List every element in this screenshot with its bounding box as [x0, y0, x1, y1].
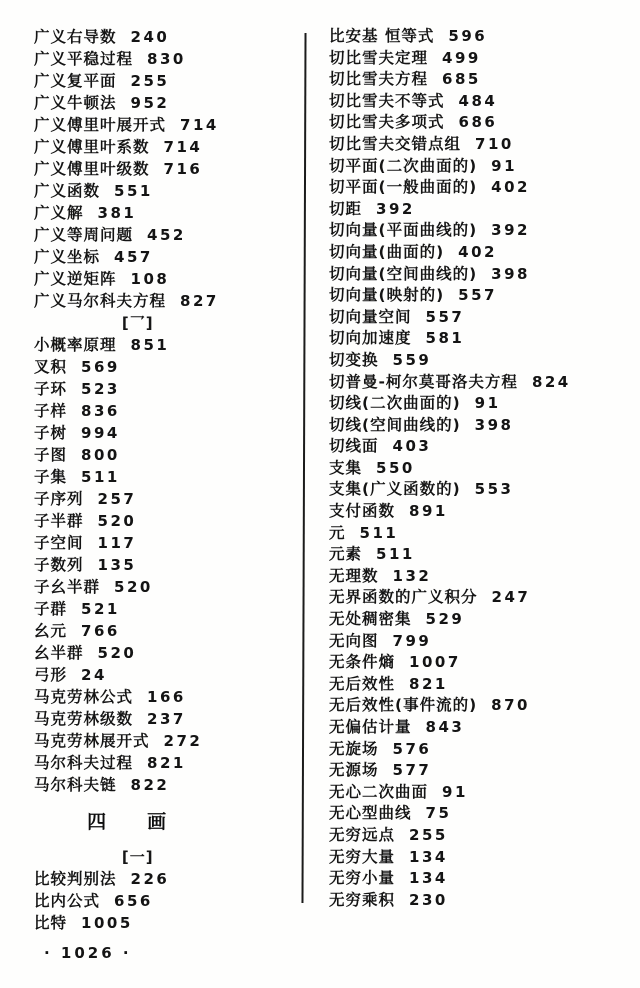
index-entry	[329, 134, 635, 156]
entry-page-number: 135	[97, 556, 137, 574]
index-entry	[34, 642, 300, 664]
index-entry	[329, 328, 635, 350]
entry-page-number: 247	[491, 588, 531, 607]
entry-term: 支集(广义函数的)	[329, 480, 461, 499]
entry-page-number: 91	[491, 156, 518, 175]
index-entry	[329, 566, 635, 588]
entry-term: 广义牛顿法	[34, 94, 117, 112]
entry-page-number: 824	[531, 372, 571, 391]
index-entry	[34, 708, 300, 730]
entry-term: 广义傅里叶展开式	[34, 116, 167, 134]
entry-term: 切向量(平面曲线的)	[329, 221, 478, 240]
entry-page-number: 511	[81, 468, 120, 486]
index-entry	[34, 576, 300, 598]
index-entry	[329, 652, 635, 674]
entry-page-number: 117	[97, 534, 137, 552]
entry-page-number: 511	[359, 523, 399, 542]
index-entry	[329, 48, 635, 70]
index-entry	[34, 202, 300, 224]
entry-page-number: 452	[147, 226, 186, 244]
stroke-count-section-heading: 四 画	[87, 811, 168, 833]
entry-term: 切比雪夫定理	[329, 48, 429, 67]
entry-term: 马克劳林展开式	[34, 732, 150, 750]
entry-page-number: 952	[130, 94, 170, 112]
entry-page-number: 523	[81, 380, 120, 398]
entry-term: 子幺半群	[34, 578, 101, 596]
entry-term: 广义复平面	[34, 72, 117, 90]
index-entry	[329, 350, 635, 372]
entry-term: 马克劳林级数	[34, 710, 134, 728]
entry-page-number: 559	[392, 350, 432, 369]
entry-term: 切线(空间曲线的)	[329, 415, 461, 434]
entry-term: 支集	[329, 458, 363, 477]
index-entry	[329, 868, 635, 890]
index-entry	[329, 372, 635, 394]
index-entry	[34, 48, 300, 70]
entry-term: 切平面(二次曲面的)	[329, 156, 478, 175]
index-entry	[329, 631, 635, 653]
entry-term: 无后效性(事件流的)	[329, 696, 478, 715]
entry-page-number: 557	[458, 286, 497, 305]
entry-page-number: 255	[130, 72, 170, 90]
entry-term: 子群	[34, 600, 68, 618]
index-entry	[329, 112, 635, 134]
index-entry	[34, 334, 300, 356]
entry-page-number: 91	[474, 394, 501, 413]
index-entry	[329, 458, 635, 480]
entry-page-number: 714	[163, 138, 203, 156]
entry-term: 无后效性	[329, 674, 396, 693]
index-entry	[329, 523, 635, 545]
index-entry	[34, 26, 300, 48]
entry-page-number: 457	[114, 248, 153, 266]
index-entry	[329, 674, 635, 696]
entry-page-number: 398	[491, 264, 530, 283]
index-entry	[329, 695, 635, 717]
entry-term: 无源场	[329, 761, 379, 780]
entry-term: 广义右导数	[34, 28, 117, 46]
entry-page-number: 800	[81, 446, 120, 464]
index-entry	[329, 803, 635, 825]
index-entry	[329, 242, 635, 264]
entry-page-number: 237	[147, 710, 186, 728]
entry-term: 小概率原理	[34, 336, 117, 354]
index-entry	[34, 890, 300, 912]
entry-page-number: 398	[474, 415, 514, 434]
entry-page-number: 891	[409, 502, 448, 521]
entry-term: 无心二次曲面	[329, 782, 429, 801]
index-entry	[34, 70, 300, 92]
index-entry	[34, 246, 300, 268]
entry-term: 弓形	[34, 666, 68, 684]
index-entry	[329, 587, 635, 609]
entry-page-number: 799	[392, 631, 432, 650]
index-entry	[329, 91, 635, 113]
index-entry	[34, 510, 300, 532]
entry-term: 无心型曲线	[329, 804, 412, 823]
entry-page-number: 240	[130, 28, 170, 46]
entry-term: 元	[329, 523, 346, 542]
index-entry	[329, 760, 635, 782]
entry-term: 无条件熵	[329, 653, 396, 672]
entry-page-number: 710	[475, 134, 514, 153]
index-entry	[34, 532, 300, 554]
entry-term: 比较判别法	[34, 870, 117, 888]
entry-page-number: 272	[163, 732, 203, 750]
index-entry	[34, 180, 300, 202]
entry-term: 切比雪夫多项式	[329, 113, 445, 132]
index-entry	[34, 378, 300, 400]
entry-term: 切向量(曲面的)	[329, 242, 445, 261]
entry-page-number: 550	[376, 458, 415, 477]
index-entry	[34, 114, 300, 136]
entry-page-number: 226	[130, 870, 170, 888]
entry-page-number: 830	[147, 50, 186, 68]
entry-page-number: 686	[458, 113, 498, 132]
entry-term: 切变换	[329, 350, 379, 369]
entry-page-number: 257	[97, 490, 137, 508]
entry-page-number: 716	[163, 160, 203, 178]
entry-term: 无向图	[329, 631, 379, 650]
entry-term: 无偏估计量	[329, 718, 412, 736]
index-entry	[329, 156, 635, 178]
entry-term: 切平面(一般曲面的)	[329, 178, 478, 197]
entry-page-number: 822	[130, 776, 170, 794]
entry-page-number: 1007	[409, 653, 461, 672]
entry-term: 切普曼-柯尔莫哥洛夫方程	[329, 372, 518, 391]
entry-term: 切比雪夫交错点组	[329, 134, 462, 153]
entry-term: 子树	[34, 424, 68, 442]
index-entry	[34, 92, 300, 114]
entry-term: 无穷小量	[329, 869, 396, 888]
entry-page-number: 24	[81, 666, 107, 684]
index-entry	[34, 290, 300, 312]
index-entry	[329, 177, 635, 199]
entry-term: 马尔科夫链	[34, 776, 117, 794]
index-entry	[34, 136, 300, 158]
index-entry	[34, 686, 300, 708]
entry-term: 广义逆矩阵	[34, 270, 117, 288]
entry-page-number: 403	[392, 437, 432, 456]
entry-term: 比内公式	[34, 892, 101, 910]
entry-term: 切线(二次曲面的)	[329, 394, 461, 413]
index-entry	[329, 436, 635, 458]
entry-term: 切向量空间	[329, 307, 412, 326]
index-entry	[34, 422, 300, 444]
entry-term: 切比雪夫方程	[329, 70, 429, 89]
entry-page-number: 557	[425, 307, 465, 326]
entry-term: 无穷大量	[329, 847, 396, 866]
entry-term: 切向量(映射的)	[329, 286, 445, 305]
entry-page-number: 821	[147, 754, 186, 772]
index-entry	[329, 393, 635, 415]
entry-page-number: 520	[114, 578, 153, 596]
entry-term: 无理数	[329, 566, 379, 585]
left-column	[34, 26, 300, 934]
entry-term: 广义函数	[34, 182, 101, 200]
entry-term: 马克劳林公式	[34, 688, 134, 706]
index-entry	[329, 609, 635, 631]
entry-term: 元素	[329, 545, 363, 564]
index-entry	[329, 479, 635, 501]
entry-page-number: 581	[425, 329, 465, 348]
entry-page-number: 553	[474, 480, 514, 499]
index-entry	[329, 501, 635, 523]
entry-page-number: 569	[81, 358, 120, 376]
index-entry	[329, 825, 635, 847]
entry-page-number: 91	[442, 782, 468, 801]
entry-term: 广义等周问题	[34, 226, 134, 244]
index-entry	[329, 69, 635, 91]
entry-term: 无旋场	[329, 739, 379, 758]
entry-page-number: 255	[409, 825, 448, 844]
entry-term: 叉积	[34, 358, 68, 376]
index-entry	[329, 26, 635, 48]
entry-page-number: 827	[180, 292, 219, 310]
stroke-group-marker: [乛]	[121, 314, 154, 332]
index-entry	[329, 264, 635, 286]
entry-term: 切线面	[329, 437, 379, 456]
entry-page-number: 402	[458, 242, 497, 261]
index-entry	[329, 307, 635, 329]
index-entry	[329, 220, 635, 242]
entry-page-number: 134	[409, 869, 448, 888]
index-entry	[34, 730, 300, 752]
entry-page-number: 499	[442, 48, 481, 67]
index-entry	[34, 868, 300, 890]
entry-page-number: 521	[81, 600, 120, 618]
index-entry	[34, 466, 300, 488]
index-entry	[34, 356, 300, 378]
index-entry	[329, 415, 635, 437]
entry-page-number: 392	[491, 221, 530, 240]
entry-page-number: 381	[97, 204, 137, 222]
entry-term: 子集	[34, 468, 68, 486]
index-entry	[329, 199, 635, 221]
entry-term: 子数列	[34, 556, 84, 574]
index-entry	[329, 717, 635, 739]
entry-page-number: 1005	[81, 914, 133, 932]
entry-term: 子半群	[34, 512, 84, 530]
entry-term: 比安基 恒等式	[329, 27, 435, 45]
entry-page-number: 75	[425, 804, 452, 823]
entry-term: 幺元	[34, 622, 68, 640]
entry-term: 无界函数的广义积分	[329, 588, 478, 607]
index-entry	[34, 444, 300, 466]
entry-page-number: 392	[376, 199, 415, 218]
entry-page-number: 685	[442, 70, 481, 89]
entry-term: 广义傅里叶系数	[34, 138, 150, 156]
right-column	[329, 26, 635, 911]
index-entry	[34, 752, 300, 774]
index-entry	[34, 620, 300, 642]
index-entry	[34, 224, 300, 246]
index-entry	[329, 285, 635, 307]
entry-page-number: 134	[409, 847, 448, 866]
index-entry	[34, 554, 300, 576]
entry-page-number: 656	[114, 892, 153, 910]
index-entry	[329, 782, 635, 804]
entry-page-number: 843	[425, 718, 465, 736]
entry-page-number: 402	[491, 178, 530, 197]
entry-page-number: 108	[130, 270, 170, 288]
entry-page-number: 714	[180, 116, 219, 134]
entry-page-number: 851	[130, 336, 170, 354]
index-entry	[34, 158, 300, 180]
entry-term: 切向量(空间曲线的)	[329, 264, 478, 283]
entry-page-number: 511	[376, 545, 415, 564]
entry-term: 切距	[329, 199, 363, 218]
index-entry	[34, 268, 300, 290]
entry-page-number: 520	[97, 644, 137, 662]
entry-page-number: 836	[81, 402, 120, 420]
index-entry	[34, 912, 300, 934]
entry-page-number: 484	[458, 91, 498, 110]
entry-page-number: 520	[97, 512, 137, 530]
index-entry	[34, 664, 300, 686]
entry-term: 马尔科夫过程	[34, 754, 134, 772]
entry-term: 支付函数	[329, 502, 396, 521]
index-entry	[329, 847, 635, 869]
entry-term: 无穷远点	[329, 825, 396, 844]
index-entry	[34, 488, 300, 510]
entry-term: 无处稠密集	[329, 610, 412, 629]
entry-term: 切向加速度	[329, 329, 412, 348]
entry-term: 广义坐标	[34, 248, 101, 266]
entry-page-number: 132	[392, 566, 432, 585]
column-divider-rule	[301, 33, 306, 903]
page-number: · 1026 ·	[44, 944, 132, 962]
entry-page-number: 551	[114, 182, 153, 200]
index-entry	[329, 544, 635, 566]
entry-page-number: 577	[392, 761, 432, 780]
entry-term: 子环	[34, 380, 68, 398]
entry-term: 无穷乘积	[329, 890, 396, 909]
entry-page-number: 870	[491, 696, 530, 715]
entry-term: 广义平稳过程	[34, 50, 134, 68]
entry-term: 子序列	[34, 490, 84, 508]
entry-term: 广义傅里叶级数	[34, 160, 150, 178]
entry-term: 子图	[34, 446, 68, 464]
index-entry	[34, 400, 300, 422]
entry-term: 子空间	[34, 534, 84, 552]
entry-page-number: 166	[147, 688, 186, 706]
entry-term: 广义马尔科夫方程	[34, 292, 167, 310]
entry-page-number: 994	[81, 424, 120, 442]
index-entry	[329, 890, 635, 912]
entry-page-number: 766	[81, 622, 120, 640]
entry-page-number: 576	[392, 739, 432, 758]
entry-term: 子样	[34, 402, 68, 420]
entry-term: 广义解	[34, 204, 84, 222]
index-entry	[34, 598, 300, 620]
index-entry	[329, 739, 635, 761]
entry-page-number: 821	[409, 674, 448, 693]
entry-page-number: 596	[448, 27, 488, 45]
entry-term: 比特	[34, 914, 68, 932]
entry-term: 幺半群	[34, 644, 84, 662]
entry-term: 切比雪夫不等式	[329, 91, 445, 110]
entry-page-number: 230	[409, 890, 448, 909]
entry-page-number: 529	[425, 610, 465, 629]
stroke-group-marker: [一]	[121, 848, 154, 866]
index-entry	[34, 774, 300, 796]
